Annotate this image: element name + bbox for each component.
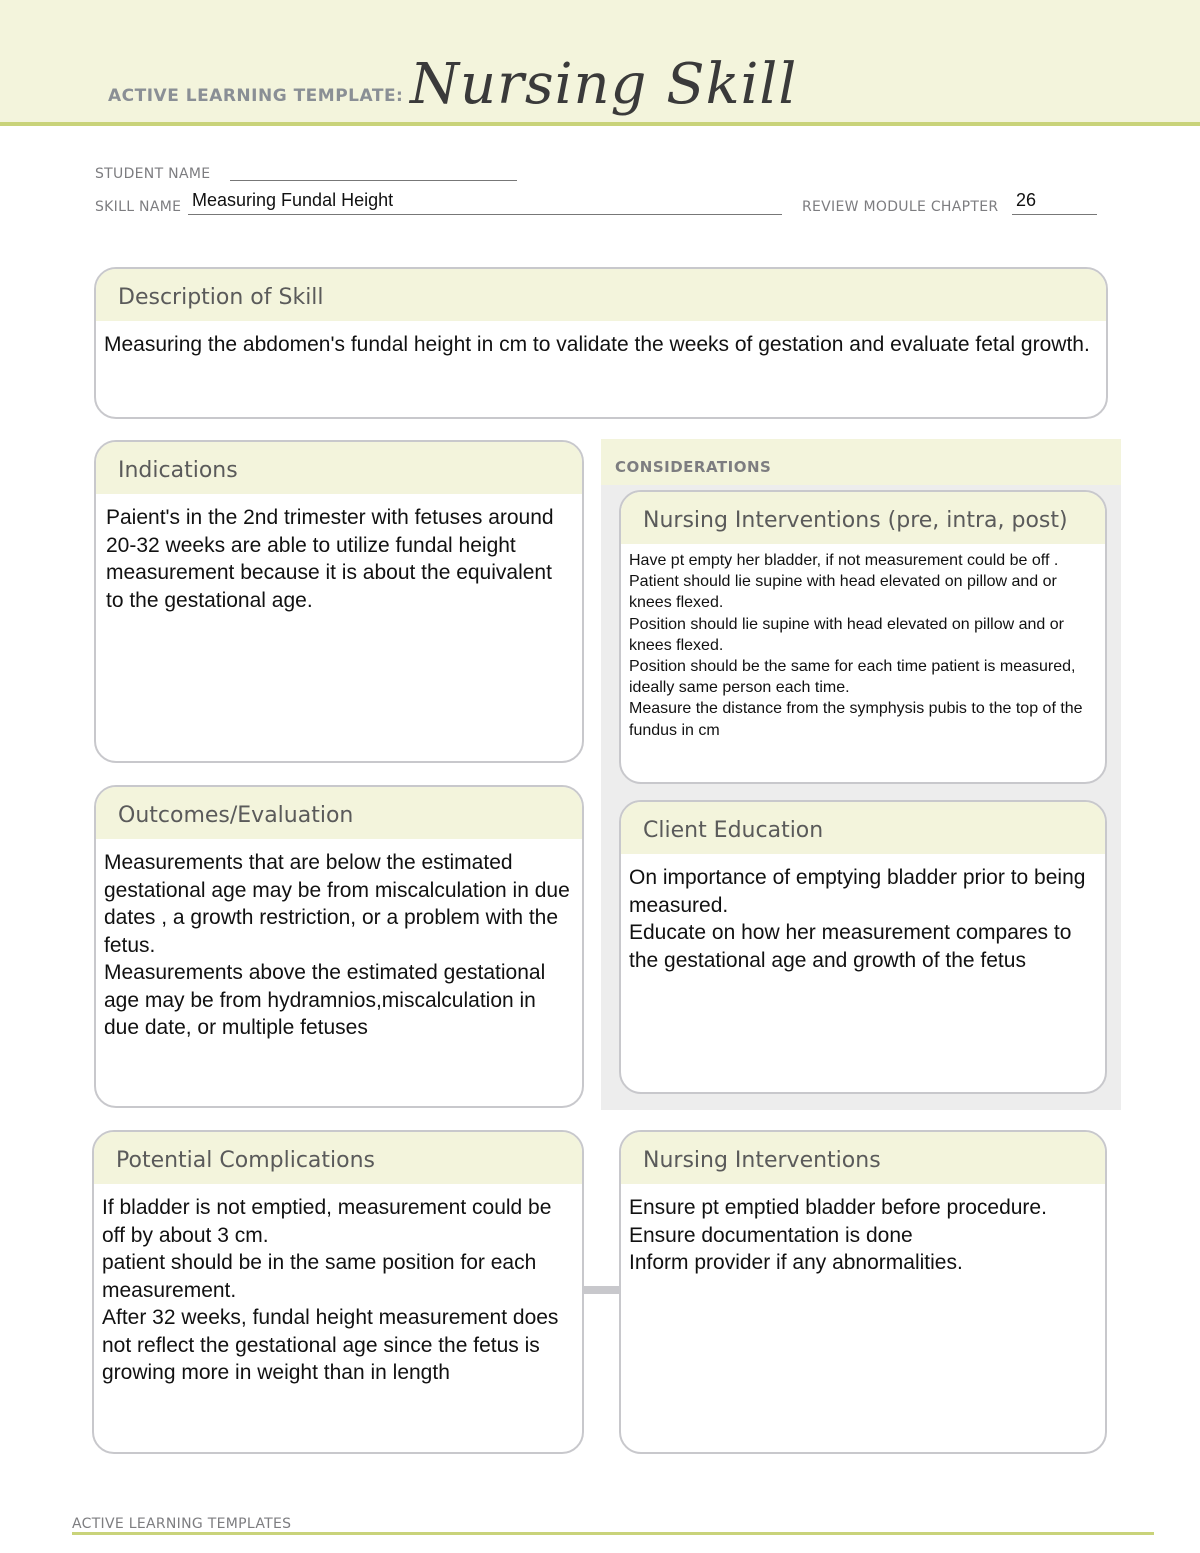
client-education-box [619,800,1107,1094]
nursing-interventions-box [619,1130,1107,1454]
outcomes-title: Outcomes/Evaluation [96,787,582,839]
client-education-text[interactable]: On importance of emptying bladder prior to being measured. Educate on how her measurement compares to the gestational age and growth of the fetus [629,866,1086,972]
considerations-header [601,439,1121,485]
outcomes-text[interactable]: Measurements that are below the estimated gestational age may be from miscalculation in due dates , a growth restriction, or a problem with the fetus. Measurements above the estimated gestational age may be from hydramnios,miscalculation in due date, or multiple fetuses [104,851,570,1039]
outcomes-box [94,785,584,1108]
description-text[interactable]: Measuring the abdomen's fundal height in cm to validate the weeks of gestation and evaluate fetal growth. [104,333,1090,356]
nursing-interventions-pip-box [619,490,1107,784]
indications-title: Indications [96,442,582,494]
description-title: Description of Skill [96,269,1106,321]
complications-title: Potential Complications [94,1132,582,1184]
page-title: Nursing Skill [410,52,798,117]
review-module-line [1012,214,1097,215]
student-name-label: STUDENT NAME [95,166,211,182]
template-label: ACTIVE LEARNING TEMPLATE: [108,86,404,106]
nursing-interventions-text[interactable]: Ensure pt emptied bladder before procedure. Ensure documentation is done Inform provider if any abnormalities. [629,1196,1047,1274]
client-education-title: Client Education [621,802,1105,854]
nursing-interventions-pip-text[interactable]: Have pt empty her bladder, if not measurement could be off . Patient should lie supine with head elevated on pillow and or knees flexed. Position should lie supine with head elevated on pillow and or knees flexed. Position should be the same for each time patient is measured, ideally same person each time. Measure the distance from the symphysis pubis to the top of the fundus in cm [629,552,1083,739]
skill-name-label: SKILL NAME [95,199,182,215]
indications-text[interactable]: Paient's in the 2nd trimester with fetuses around 20-32 weeks are able to utilize fundal height measurement because it is about the equivalent to the gestational age. [106,506,554,612]
footer-line [72,1532,1154,1535]
considerations-title: CONSIDERATIONS [615,458,772,476]
indications-box [94,440,584,763]
review-module-field[interactable]: 26 [1016,190,1037,210]
box-connector [582,1286,620,1294]
nursing-interventions-pip-title: Nursing Interventions (pre, intra, post) [621,492,1105,544]
review-module-label: REVIEW MODULE CHAPTER [802,199,999,215]
nursing-interventions-title: Nursing Interventions [621,1132,1105,1184]
skill-name-line [188,214,782,215]
description-box [94,267,1108,419]
complications-box [92,1130,584,1454]
skill-name-field[interactable]: Measuring Fundal Height [192,190,394,210]
student-name-line [230,180,517,181]
footer-label: ACTIVE LEARNING TEMPLATES [72,1516,292,1532]
complications-text[interactable]: If bladder is not emptied, measurement could be off by about 3 cm. patient should be in the same position for each measurement. After 32 weeks, fundal height measurement does not reflect the gestational age since the fetus is growing more in weight than in length [102,1196,559,1384]
header-band [0,0,1200,126]
